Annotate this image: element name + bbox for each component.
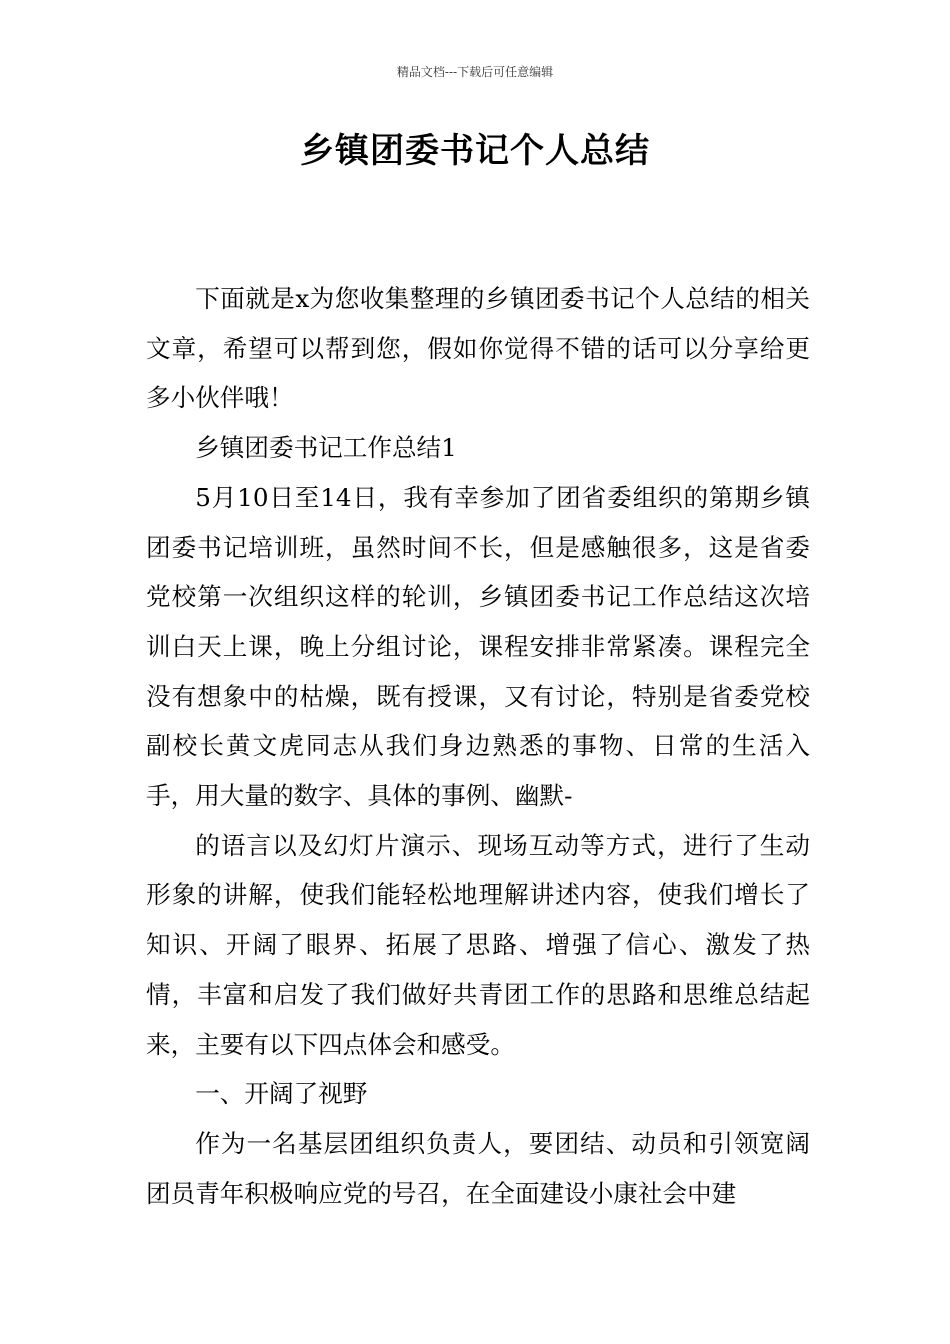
paragraph: 作为一名基层团组织负责人，要团结、动员和引领宽阔团员青年积极响应党的号召，在全面建设小康社会中建 bbox=[146, 1128, 810, 1208]
document-body bbox=[146, 274, 810, 1218]
section-heading: 乡镇团委书记工作总结1 bbox=[195, 433, 457, 463]
document-title: 乡镇团委书记个人总结 bbox=[300, 131, 650, 171]
paragraph: 5月10日至14日，我有幸参加了团省委组织的第期乡镇团委书记培训班，虽然时间不长，但是感触很多，这是省委党校第一次组织这样的轮训，乡镇团委书记工作总结这次培训白天上课，晚上分组讨论，课程安排非常紧凑。课程完全没有想象中的枯燥，既有授课，又有讨论，特别是省委党校副校长黄文虎同志从我们身边熟悉的事物、日常的生活入手，用大量的数字、具体的事例、幽默- bbox=[146, 482, 810, 811]
paragraph: 的语言以及幻灯片演示、现场互动等方式，进行了生动形象的讲解，使我们能轻松地理解讲述内容，使我们增长了知识、开阔了眼界、拓展了思路、增强了信心、激发了热情，丰富和启发了我们做好共青团工作的思路和思维总结起来，主要有以下四点体会和感受。 bbox=[146, 830, 810, 1059]
paragraph-intro: 下面就是x为您收集整理的乡镇团委书记个人总结的相关文章，希望可以帮到您，假如你觉得不错的话可以分享给更多小伙伴哦！ bbox=[146, 284, 810, 413]
page-header: 精品文档---下载后可任意编辑 bbox=[396, 65, 554, 79]
subsection-heading: 一、开阔了视野 bbox=[195, 1079, 368, 1109]
